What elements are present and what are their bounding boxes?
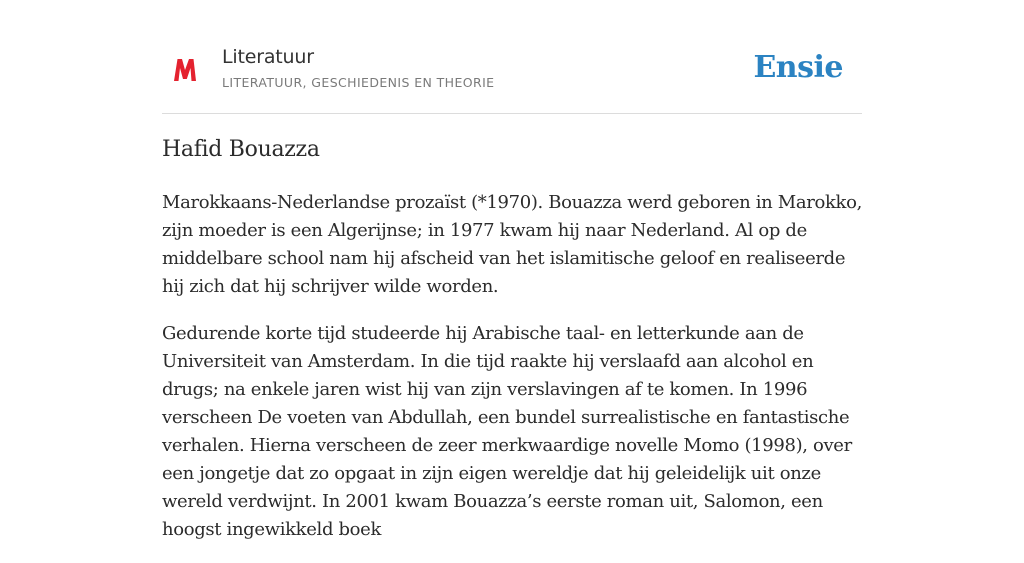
article-body [162,189,862,563]
article-paragraph: Gedurende korte tijd studeerde hij Arabische taal- en letterkunde aan de Universiteit van Amsterdam. In die tijd raakte hij verslaafd aan alcohol en drugs; na enkele jaren wist hij van zijn verslavingen af te komen. In 1996 verscheen De voeten van Abdullah, een bundel surrealistische en fantastische verhalen. Hierna verscheen de zeer merkwaardige novelle Momo (1998), over een jongetje dat zo opgaat in zijn eigen wereldje dat hij geleidelijk uit onze wereld verdwijnt. In 2001 kwam Bouazza’s eerste roman uit, Salomon, een hoogst ingewikkeld boek [162,323,852,540]
publication-subtitle: LITERATUUR, GESCHIEDENIS EN THEORIE [222,75,495,90]
article-paragraph: Marokkaans-Nederlandse prozaïst (*1970). Bouazza werd geboren in Marokko, zijn moeder is een Algerijnse; in 1977 kwam hij naar Nederland. Al op de middelbare school nam hij afscheid van het islamitische geloof en realiseerde hij zich dat hij schrijver wilde worden. [162,192,862,297]
m-logo-icon[interactable] [172,56,198,84]
publication-title[interactable]: Literatuur [222,46,314,68]
article-title: Hafid Bouazza [162,137,320,162]
publication-header [162,0,862,114]
content-column [162,0,862,540]
ensie-logo[interactable]: Ensie [753,50,843,85]
